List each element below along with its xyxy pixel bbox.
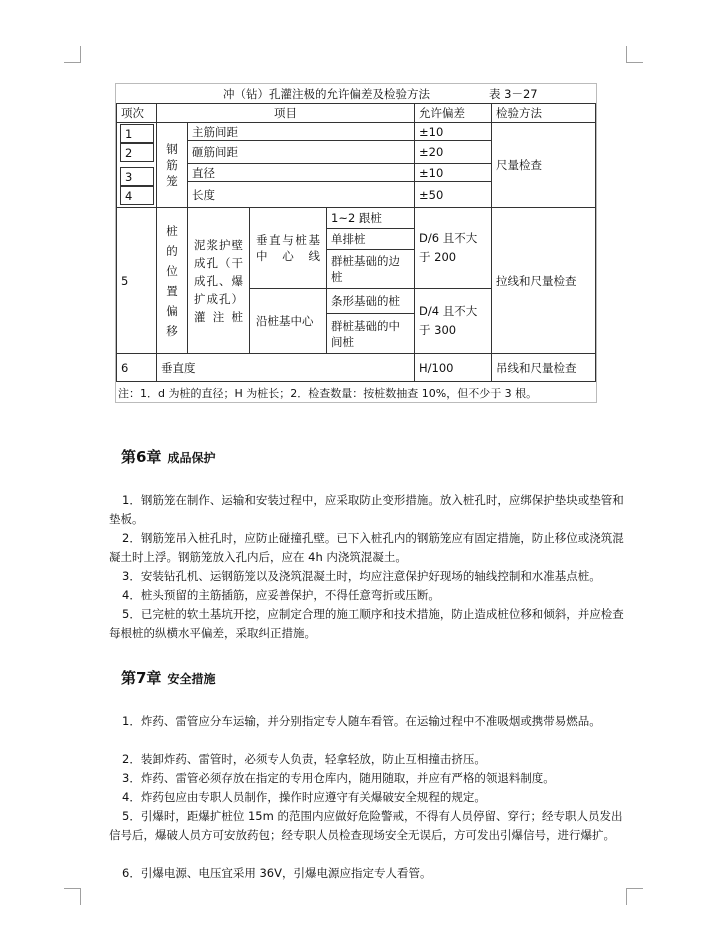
row-item: 砸筋间距: [187, 140, 415, 164]
group-position-label: 桩的位置偏移: [156, 207, 188, 354]
chapter-6-para: 1．钢筋笼在制作、运输和安装过程中，应采取防止变形措施。放入桩孔时，应绑保护垫块或垫管和垫板。: [109, 493, 624, 526]
chapter-6-para: 3．安装钻孔机、运钢筋笼以及浇筑混凝土时，均应注意保护好现场的轴线控制和水准基点桩。: [122, 569, 601, 583]
chapter-7-para: 1．炸药、雷管应分车运输，并分别指定专人随车看管。在运输过程中不准吸烟或携带易燃品。: [122, 714, 601, 728]
row-method: 吊线和尺量检查: [491, 353, 596, 382]
group-cage-label: 钢筋笼: [156, 122, 188, 208]
header-no: 项次: [116, 103, 157, 123]
chapter-6-para: 2．钢筋笼吊入桩孔时，应防止碰撞孔壁。已下入桩孔内的钢筋笼应有固定措施，防止移位或浇筑混凝土时上浮。钢筋笼放入孔内后，应在 4h 内浇筑混凝土。: [109, 531, 624, 564]
chapter-6-subtitle: 成品保护: [167, 451, 216, 465]
table-note: 注：1．d 为桩的直径；H 为桩长；2．检查数量：按桩数抽查 10%，但不少于 3 根。: [118, 387, 538, 400]
condition-single-row: 单排桩: [326, 228, 415, 250]
row-tolerance: ±10: [414, 163, 492, 182]
crop-mark-top-left: [64, 46, 81, 63]
row-tolerance: ±10: [414, 122, 492, 141]
chapter-7-para: 3．炸药、雷管必须存放在指定的专用仓库内，随用随取，并应有严格的领退料制度。: [122, 771, 555, 785]
row-no: 1: [120, 124, 154, 143]
row-item: 主筋间距: [187, 122, 415, 141]
table-caption-title: 冲（钻）孔灌注极的允许偏差及检验方法: [223, 87, 430, 101]
chapter-6-para: 5．已完桩的软土基坑开挖，应制定合理的施工顺序和技术措施，防止造成桩位移和倾斜，并应检查每根桩的纵横水平偏差，采取纠正措施。: [109, 607, 624, 640]
tolerance-table: [115, 83, 597, 403]
table-caption-number: 表 3－27: [489, 87, 538, 101]
chapter-7-para: 2．装卸炸药、雷管时，必须专人负责，轻拿轻放，防止互相撞击挤压。: [122, 752, 486, 766]
header-item: 项目: [156, 103, 415, 123]
chapter-6-heading: [121, 446, 215, 467]
row-tolerance: ±50: [414, 181, 492, 208]
row-item: 长度: [187, 181, 415, 208]
method-position: 拉线和尺量检查: [491, 207, 596, 354]
condition-strip-foundation: 条形基础的桩: [326, 288, 415, 314]
row-no: 5: [116, 207, 157, 354]
table-caption: [116, 84, 596, 103]
cage-no-column: [116, 122, 157, 208]
chapter-7-para: 5．引爆时，距爆扩桩位 15m 的范围内应做好危险警戒，不得有人员停留、穿行；经专职人员发出信号后，爆破人员方可安放药包；经专职人员检查现场安全无误后，方可发出引爆信号，进行爆扩。: [109, 809, 623, 842]
row-tolerance: ±20: [414, 140, 492, 164]
tolerance-vertical: D/6 且不大于 200: [414, 207, 492, 289]
chapter-7-title: 第7章: [121, 669, 162, 687]
row-tolerance: H/100: [414, 353, 492, 382]
chapter-6-title: 第6章: [121, 448, 162, 466]
chapter-7-subtitle: 安全措施: [167, 672, 216, 686]
chapter-7-para: 6．引爆电源、电压宜采用 36V，引爆电源应指定专人看管。: [122, 866, 432, 880]
row-no: 3: [120, 167, 154, 186]
row-item: 垂直度: [156, 353, 415, 382]
crop-mark-top-right: [626, 46, 643, 63]
row-item: 直径: [187, 163, 415, 182]
condition-edge-piles: 群桩基础的边桩: [326, 249, 415, 289]
method-cage: 尺量检查: [491, 122, 596, 208]
condition-middle-piles: 群桩基础的中间桩: [326, 313, 415, 354]
chapter-7-heading: [121, 667, 215, 688]
sub-mud-wall-label: 泥浆护壁成孔（干成孔、爆扩成孔）灌注桩: [187, 207, 250, 354]
crop-mark-bottom-left: [64, 888, 81, 905]
row-no: 4: [120, 186, 154, 205]
tolerance-along: D/4 且不大于 300: [414, 288, 492, 354]
sub-along-label: 沿桩基中心: [249, 288, 327, 354]
header-tolerance: 允许偏差: [414, 103, 492, 123]
row-no: 2: [120, 143, 154, 162]
sub-vertical-label: 垂直与桩基中心线: [249, 207, 327, 289]
chapter-6-para: 4．桩头预留的主筋插筋，应妥善保护，不得任意弯折或压断。: [122, 588, 440, 602]
condition-1-2-piles: 1~2 跟桩: [326, 207, 415, 229]
header-method: 检验方法: [491, 103, 596, 123]
row-no: 6: [116, 353, 157, 382]
crop-mark-bottom-right: [626, 888, 643, 905]
chapter-7-para: 4．炸药包应由专职人员制作，操作时应遵守有关爆破安全规程的规定。: [122, 790, 486, 804]
